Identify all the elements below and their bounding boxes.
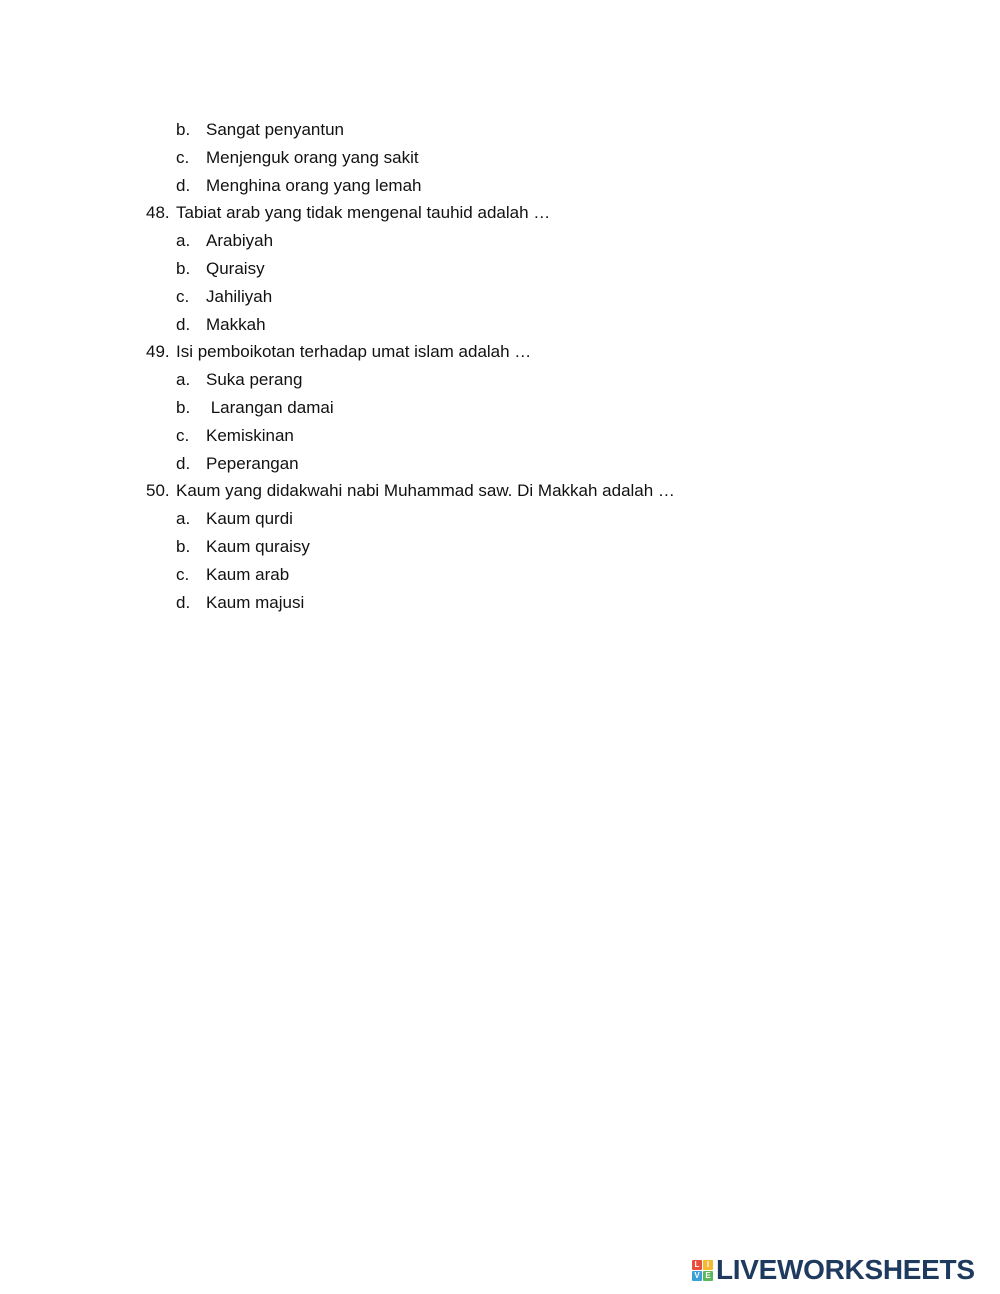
option-item[interactable] <box>0 394 1000 422</box>
logo-tile: V <box>692 1271 702 1281</box>
option-item[interactable] <box>0 422 1000 450</box>
option-item[interactable] <box>0 255 1000 283</box>
option-item <box>0 144 1000 172</box>
option-item[interactable] <box>0 366 1000 394</box>
option-letter: c. <box>176 425 190 445</box>
option-text: Arabiyah <box>206 231 274 251</box>
option-item[interactable] <box>0 505 1000 533</box>
liveworksheets-logo[interactable] <box>692 1255 975 1285</box>
option-text: Peperangan <box>206 453 299 473</box>
question-list <box>0 116 1000 616</box>
option-item[interactable] <box>0 589 1000 617</box>
option-letter: b. <box>176 120 191 139</box>
option-text: Suka perang <box>206 370 303 390</box>
option-item[interactable] <box>0 533 1000 561</box>
option-item[interactable] <box>0 227 1000 255</box>
option-letter: a. <box>176 370 191 390</box>
option-letter: b. <box>176 536 191 556</box>
question-50 <box>0 477 1000 505</box>
logo-tile: E <box>703 1271 713 1281</box>
option-item <box>0 172 1000 200</box>
question-49 <box>0 338 1000 366</box>
logo-wordmark: LIVEWORKSHEETS <box>716 1254 975 1285</box>
option-letter: c. <box>176 564 190 584</box>
question-text: Kaum yang didakwahi nabi Muhammad saw. Di Makkah adalah … <box>176 481 675 501</box>
logo-tile: I <box>703 1260 713 1270</box>
question-number: 49. <box>146 342 170 362</box>
option-text: Kaum quraisy <box>206 536 310 556</box>
option-text: Larangan damai <box>206 397 334 417</box>
option-text: Menjenguk orang yang sakit <box>206 147 419 167</box>
option-text: Kaum arab <box>206 564 290 584</box>
option-item[interactable] <box>0 283 1000 311</box>
option-item[interactable] <box>0 450 1000 478</box>
option-letter: d. <box>176 314 191 334</box>
option-letter: d. <box>176 175 191 195</box>
option-letter: a. <box>176 509 191 529</box>
option-text: Quraisy <box>206 258 265 278</box>
question-number: 48. <box>146 203 170 223</box>
option-text: Kaum majusi <box>206 592 305 612</box>
question-48 <box>0 199 1000 227</box>
option-item[interactable] <box>0 561 1000 589</box>
option-text: Menghina orang yang lemah <box>206 175 422 195</box>
option-item <box>0 116 1000 144</box>
logo-tile: L <box>692 1260 702 1270</box>
question-number: 50. <box>146 481 170 501</box>
option-text: Makkah <box>206 314 266 334</box>
option-text: Kemiskinan <box>206 425 294 445</box>
option-text: Kaum qurdi <box>206 509 293 529</box>
option-letter: c. <box>176 286 190 306</box>
option-text: Jahiliyah <box>206 286 273 306</box>
option-letter: a. <box>176 231 191 251</box>
option-letter: b. <box>176 258 191 278</box>
option-letter: b. <box>176 397 191 417</box>
question-text: Isi pemboikotan terhadap umat islam adalah … <box>176 342 532 362</box>
option-text: Sangat penyantun <box>206 120 345 139</box>
option-letter: d. <box>176 453 191 473</box>
option-letter: c. <box>176 147 190 167</box>
question-text: Tabiat arab yang tidak mengenal tauhid adalah … <box>176 203 551 223</box>
liveworksheets-logo-icon <box>692 1260 713 1281</box>
option-item[interactable] <box>0 311 1000 339</box>
option-letter: d. <box>176 592 191 612</box>
